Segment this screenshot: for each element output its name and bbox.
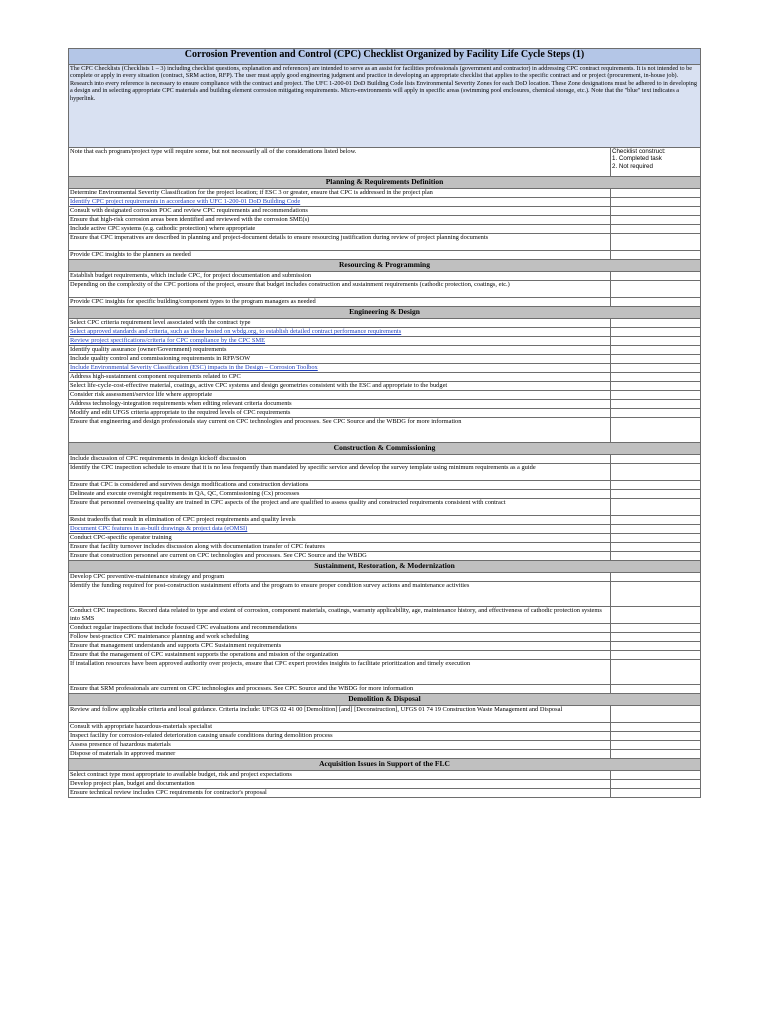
checklist-item-text: Select contract type most appropriate to available budget, risk and project expectations bbox=[69, 771, 611, 780]
checklist-status-cell[interactable] bbox=[611, 281, 701, 298]
checklist-item-text: Inspect facility for corrosion-related deterioration causing unsafe conditions during demolition process bbox=[69, 732, 611, 741]
note-text: Note that each program/project type will require some, but not necessarily all of the considerations listed below. bbox=[69, 148, 611, 177]
checklist-item-text: Conduct CPC inspections. Record data related to type and extent of corrosion, component materials, coatings, warranty applicability, age, maintenance history, and effectiveness of cathodic protection systems into SMS bbox=[69, 607, 611, 624]
checklist-status-cell[interactable] bbox=[611, 455, 701, 464]
intro-text: The CPC Checklists (Checklists 1 – 3) including checklist questions, explanation and references) are intended to serve as an assist for facilities professionals (government and contractor) in addressing CPC contract requirements. It is not intended to be complete or apply in every situation (contract, SRM action, RFP). The user must apply good engineering judgment and practice in developing an appropriate checklist that applies to the specific contract and or project (procurement, in-house job). Research into every reference is necessary to ensure compliance with the contract and project. The UFC 1-200-01 DoD Building Code lists Environmental Severity Zones for each DoD location. These Zone designations must be adhered to in developing a design and in selecting appropriate CPC materials and building element corrosion mitigating requirements. Micro-environments will apply in specific areas (swimming pool enclosures, chemical storage, etc.). Note that the "blue" text indicates a hyperlink. bbox=[69, 65, 701, 148]
checklist-status-cell[interactable] bbox=[611, 771, 701, 780]
checklist-row bbox=[69, 216, 701, 225]
checklist-item-text: Conduct regular inspections that include focused CPC evaluations and recommendations bbox=[69, 624, 611, 633]
checklist-row bbox=[69, 225, 701, 234]
section-title: Resourcing & Programming bbox=[69, 260, 701, 272]
checklist-item-text: Identify the funding required for post-construction sustainment efforts and the program to ensure proper condition survey actions and maintenance activities bbox=[69, 582, 611, 607]
checklist-row bbox=[69, 319, 701, 328]
checklist-status-cell[interactable] bbox=[611, 481, 701, 490]
checklist-item-text: Modify and edit UFGS criteria appropriate to the required levels of CPC requirements bbox=[69, 409, 611, 418]
checklist-item-text: Address high-sustainment component requirements related to CPC bbox=[69, 373, 611, 382]
checklist-status-cell[interactable] bbox=[611, 732, 701, 741]
checklist-status-cell[interactable] bbox=[611, 789, 701, 798]
section-title: Sustainment, Restoration, & Modernization bbox=[69, 561, 701, 573]
checklist-row bbox=[69, 624, 701, 633]
checklist-row bbox=[69, 364, 701, 373]
checklist-item-text: Include active CPC systems (e.g. cathodic protection) where appropriate bbox=[69, 225, 611, 234]
checklist-row bbox=[69, 207, 701, 216]
checklist-status-cell[interactable] bbox=[611, 364, 701, 373]
checklist-status-cell[interactable] bbox=[611, 499, 701, 516]
checklist-item-text: Delineate and execute oversight requirements in QA, QC, Commissioning (Cx) processes bbox=[69, 490, 611, 499]
checklist-item-text: Include discussion of CPC requirements in design kickoff discussion bbox=[69, 455, 611, 464]
checklist-item-text: Develop CPC preventive-maintenance strategy and program bbox=[69, 573, 611, 582]
checklist-row bbox=[69, 607, 701, 624]
checklist-status-cell[interactable] bbox=[611, 543, 701, 552]
checklist-row bbox=[69, 732, 701, 741]
checklist-status-cell[interactable] bbox=[611, 216, 701, 225]
checklist-row bbox=[69, 651, 701, 660]
checklist-item-link[interactable]: Identify CPC project requirements in accordance with UFC 1-200-01 DoD Building Code bbox=[69, 198, 611, 207]
checklist-status-cell[interactable] bbox=[611, 225, 701, 234]
checklist-status-cell[interactable] bbox=[611, 234, 701, 251]
checklist-item-text: Ensure that construction personnel are current on CPC technologies and processes. See CPC Source and the WBDG bbox=[69, 552, 611, 561]
section-title: Planning & Requirements Definition bbox=[69, 177, 701, 189]
checklist-status-cell[interactable] bbox=[611, 328, 701, 337]
checklist-row bbox=[69, 298, 701, 307]
checklist-status-cell[interactable] bbox=[611, 319, 701, 328]
checklist-row bbox=[69, 455, 701, 464]
checklist-item-text: Establish budget requirements, which include CPC, for project documentation and submission bbox=[69, 272, 611, 281]
checklist-status-cell[interactable] bbox=[611, 400, 701, 409]
section-title: Acquisition Issues in Support of the FLC bbox=[69, 759, 701, 771]
checklist-status-cell[interactable] bbox=[611, 573, 701, 582]
checklist-row bbox=[69, 552, 701, 561]
checklist-status-cell[interactable] bbox=[611, 741, 701, 750]
checklist-status-cell[interactable] bbox=[611, 198, 701, 207]
checklist-item-text: Conduct CPC-specific operator training bbox=[69, 534, 611, 543]
checklist-row bbox=[69, 337, 701, 346]
checklist-row bbox=[69, 660, 701, 685]
checklist-item-text: Determine Environmental Severity Classification for the project location; if ESC 3 or greater, ensure that CPC is addressed in the project plan bbox=[69, 189, 611, 198]
section-header bbox=[69, 177, 701, 189]
checklist-item-link[interactable]: Include Environmental Severity Classification (ESC) impacts in the Design – Corrosion Toolbox bbox=[69, 364, 611, 373]
checklist-row bbox=[69, 418, 701, 443]
checklist-row bbox=[69, 499, 701, 516]
checklist-status-cell[interactable] bbox=[611, 633, 701, 642]
checklist-status-cell[interactable] bbox=[611, 373, 701, 382]
checklist-row bbox=[69, 582, 701, 607]
checklist-item-text: Ensure that the management of CPC sustainment supports the operations and mission of the organization bbox=[69, 651, 611, 660]
intro-row bbox=[69, 65, 701, 148]
checklist-row bbox=[69, 409, 701, 418]
checklist-item-text: Assess presence of hazardous materials bbox=[69, 741, 611, 750]
checklist-item-text: Ensure that SRM professionals are current on CPC technologies and processes. See CPC Source and the WBDG for more information bbox=[69, 685, 611, 694]
construct-heading: Checklist construct: bbox=[612, 148, 666, 155]
checklist-status-cell[interactable] bbox=[611, 251, 701, 260]
checklist-item-text: If installation resources have been approved authority over projects, ensure that CPC expert provides insights to facilitate prioritization and timely execution bbox=[69, 660, 611, 685]
checklist-row bbox=[69, 573, 701, 582]
section-header bbox=[69, 694, 701, 706]
checklist-row bbox=[69, 373, 701, 382]
checklist-status-cell[interactable] bbox=[611, 582, 701, 607]
checklist-item-text: Identify the CPC inspection schedule to ensure that it is no less frequently than mandated by specific service and develop the survey template using minimum requirements as a guide bbox=[69, 464, 611, 481]
checklist-status-cell[interactable] bbox=[611, 607, 701, 624]
checklist-status-cell[interactable] bbox=[611, 490, 701, 499]
checklist-status-cell[interactable] bbox=[611, 355, 701, 364]
checklist-row bbox=[69, 633, 701, 642]
section-header bbox=[69, 307, 701, 319]
checklist-row bbox=[69, 328, 701, 337]
checklist-row bbox=[69, 400, 701, 409]
checklist-row bbox=[69, 685, 701, 694]
checklist-status-cell[interactable] bbox=[611, 382, 701, 391]
checklist-item-link[interactable]: Document CPC features in as-built drawings & project data (eOMSI) bbox=[69, 525, 611, 534]
section-header bbox=[69, 561, 701, 573]
checklist-status-cell[interactable] bbox=[611, 651, 701, 660]
checklist-item-text: Consult with designated corrosion POC and review CPC requirements and recommendations bbox=[69, 207, 611, 216]
checklist-item-link[interactable]: Review project specifications/criteria for CPC compliance by the CPC SME bbox=[69, 337, 611, 346]
checklist-row bbox=[69, 346, 701, 355]
checklist-row bbox=[69, 706, 701, 723]
checklist-title: Corrosion Prevention and Control (CPC) Checklist Organized by Facility Life Cycle Steps (1) bbox=[69, 49, 701, 65]
checklist-row bbox=[69, 272, 701, 281]
checklist-status-cell[interactable] bbox=[611, 464, 701, 481]
checklist-item-text: Develop project plan, budget and documentation bbox=[69, 780, 611, 789]
checklist-status-cell[interactable] bbox=[611, 391, 701, 400]
checklist-status-cell[interactable] bbox=[611, 516, 701, 525]
checklist-status-cell[interactable] bbox=[611, 750, 701, 759]
checklist-status-cell[interactable] bbox=[611, 660, 701, 685]
checklist-row bbox=[69, 355, 701, 364]
checklist-status-cell[interactable] bbox=[611, 418, 701, 443]
checklist-item-text: Depending on the complexity of the CPC portions of the project, ensure that budget includes construction and sustainment requirements (cathodic protection, coatings, etc.) bbox=[69, 281, 611, 298]
checklist-status-cell[interactable] bbox=[611, 409, 701, 418]
checklist-table bbox=[68, 48, 701, 798]
construct-option-2: 2. Not required bbox=[612, 162, 653, 170]
checklist-status-cell[interactable] bbox=[611, 723, 701, 732]
checklist-construct-cell bbox=[611, 148, 701, 177]
checklist-item-text: Ensure that CPC imperatives are described in planning and project-document details to ensure resourcing justification during review of project planning documents bbox=[69, 234, 611, 251]
checklist-status-cell[interactable] bbox=[611, 534, 701, 543]
checklist-item-text: Ensure that facility turnover includes discussion along with documentation transfer of CPC features bbox=[69, 543, 611, 552]
checklist-item-text: Identify quality assurance (owner/Government) requirements bbox=[69, 346, 611, 355]
checklist-status-cell[interactable] bbox=[611, 346, 701, 355]
checklist-status-cell[interactable] bbox=[611, 706, 701, 723]
checklist-item-text: Select life-cycle-cost-effective material, coatings, active CPC systems and design geometries consistent with the ESC and appropriate to the budget bbox=[69, 382, 611, 391]
note-row bbox=[69, 148, 701, 177]
checklist-row bbox=[69, 464, 701, 481]
checklist-item-text: Ensure that management understands and supports CPC Sustainment requirements bbox=[69, 642, 611, 651]
checklist-item-text: Ensure that personnel overseeing quality are trained in CPC aspects of the project and are qualified to assess quality and constructed requirements consistent with contract bbox=[69, 499, 611, 516]
checklist-status-cell[interactable] bbox=[611, 642, 701, 651]
checklist-item-text: Consult with appropriate hazardous-materials specialist bbox=[69, 723, 611, 732]
checklist-row bbox=[69, 516, 701, 525]
section-header bbox=[69, 260, 701, 272]
checklist-row bbox=[69, 642, 701, 651]
checklist-status-cell[interactable] bbox=[611, 337, 701, 346]
checklist-status-cell[interactable] bbox=[611, 780, 701, 789]
checklist-item-text: Ensure that high-risk corrosion areas been identified and reviewed with the corrosion SME(s) bbox=[69, 216, 611, 225]
checklist-item-link[interactable]: Select approved standards and criteria, such as those hosted on wbdg.org, to establish detailed contract performance requirements bbox=[69, 328, 611, 337]
section-title: Construction & Commissioning bbox=[69, 443, 701, 455]
checklist-row bbox=[69, 481, 701, 490]
section-header bbox=[69, 443, 701, 455]
section-title: Demolition & Disposal bbox=[69, 694, 701, 706]
checklist-item-text: Resist tradeoffs that result in elimination of CPC project requirements and quality levels bbox=[69, 516, 611, 525]
checklist-item-text: Ensure technical review includes CPC requirements for contractor's proposal bbox=[69, 789, 611, 798]
checklist-row bbox=[69, 234, 701, 251]
checklist-item-text: Include quality control and commissioning requirements in RFP/SOW bbox=[69, 355, 611, 364]
checklist-status-cell[interactable] bbox=[611, 525, 701, 534]
checklist-row bbox=[69, 198, 701, 207]
checklist-row bbox=[69, 391, 701, 400]
checklist-row bbox=[69, 490, 701, 499]
checklist-status-cell[interactable] bbox=[611, 298, 701, 307]
checklist-item-text: Provide CPC insights for specific building/component types to the program managers as needed bbox=[69, 298, 611, 307]
checklist-row bbox=[69, 382, 701, 391]
checklist-row bbox=[69, 723, 701, 732]
checklist-status-cell[interactable] bbox=[611, 272, 701, 281]
checklist-row bbox=[69, 543, 701, 552]
checklist-item-text: Dispose of materials in approved manner bbox=[69, 750, 611, 759]
checklist-row bbox=[69, 281, 701, 298]
checklist-row bbox=[69, 534, 701, 543]
checklist-row bbox=[69, 750, 701, 759]
checklist-row bbox=[69, 251, 701, 260]
checklist-row bbox=[69, 189, 701, 198]
checklist-status-cell[interactable] bbox=[611, 552, 701, 561]
checklist-status-cell[interactable] bbox=[611, 624, 701, 633]
checklist-row bbox=[69, 789, 701, 798]
title-row bbox=[69, 49, 701, 65]
checklist-status-cell[interactable] bbox=[611, 685, 701, 694]
checklist-row bbox=[69, 525, 701, 534]
checklist-item-text: Consider risk assessment/service life where appropriate bbox=[69, 391, 611, 400]
checklist-item-text: Ensure that engineering and design professionals stay current on CPC technologies and processes. See CPC Source and the WBDG for more information bbox=[69, 418, 611, 443]
checklist-status-cell[interactable] bbox=[611, 207, 701, 216]
checklist-item-text: Review and follow applicable criteria and local guidance. Criteria include: UFGS 02 41 00 [Demolition] [and] [Deconstruction], UFGS 01 74 19 Construction Waste Management and Disposal bbox=[69, 706, 611, 723]
checklist-item-text: Provide CPC insights to the planners as needed bbox=[69, 251, 611, 260]
checklist-row bbox=[69, 741, 701, 750]
checklist-item-text: Address technology-integration requirements when editing relevant criteria documents bbox=[69, 400, 611, 409]
checklist-item-text: Follow best-practice CPC maintenance planning and work scheduling bbox=[69, 633, 611, 642]
section-header bbox=[69, 759, 701, 771]
construct-option-1: 1. Completed task bbox=[612, 155, 662, 163]
checklist-status-cell[interactable] bbox=[611, 189, 701, 198]
checklist-row bbox=[69, 771, 701, 780]
section-title: Engineering & Design bbox=[69, 307, 701, 319]
checklist-item-text: Select CPC criteria requirement level associated with the contract type bbox=[69, 319, 611, 328]
checklist-row bbox=[69, 780, 701, 789]
checklist-item-text: Ensure that CPC is considered and survives design modifications and construction deviations bbox=[69, 481, 611, 490]
